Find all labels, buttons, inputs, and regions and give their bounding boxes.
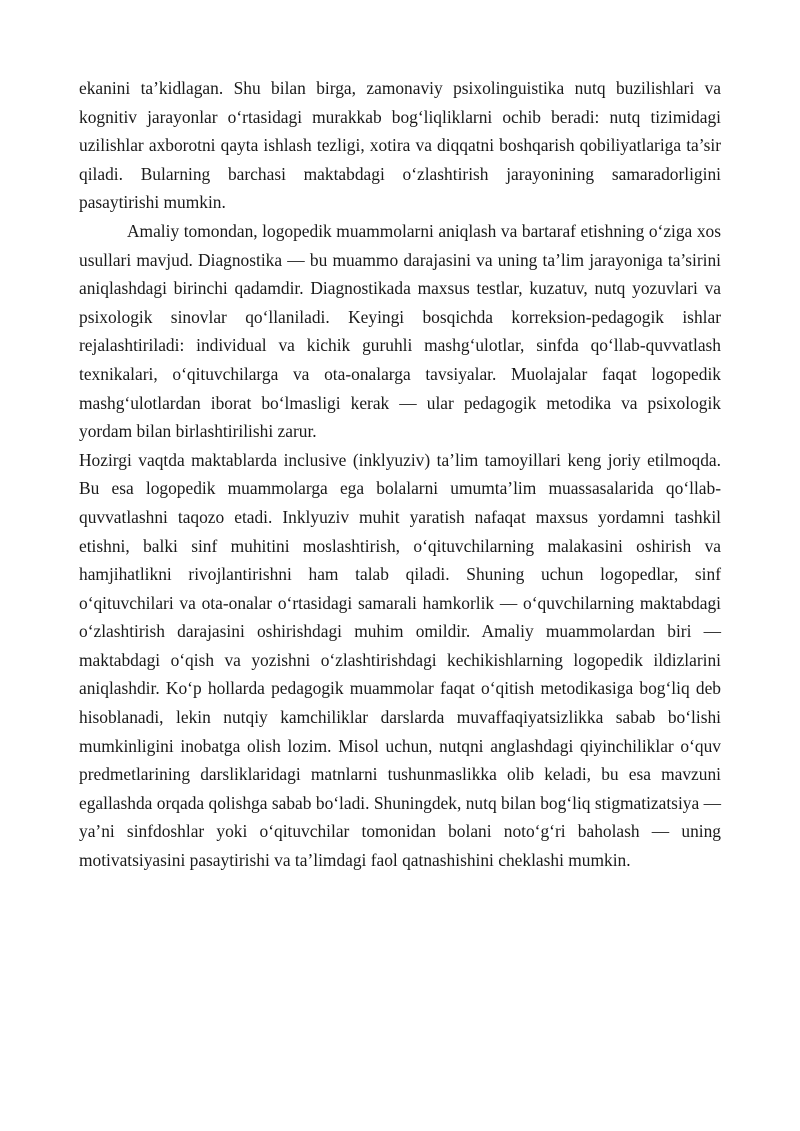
paragraph-2: Amaliy tomondan, logopedik muammolarni aniqlash va bartaraf etishning o‘ziga xos usullari mavjud. Diagnostika — bu muammo darajasini va uning ta’lim jarayoniga ta’sirini aniqlashdagi birinchi qadamdir. Diagnostikada maxsus testlar, kuzatuv, nutq yozuvlari va psixologik sinovlar qo‘llaniladi. Keyingi bosqichda korreksion-pedagogik ishlar rejalashtiriladi: individual va kichik guruhli mashg‘ulotlar, sinfda qo‘llab-quvvatlash texnikalari, o‘qituvchilarga va ota-onalarga tavsiyalar. Muolajalar faqat logopedik mashg‘ulotlardan iborat bo‘lmasligi kerak — ular pedagogik metodika va psixologik yordam bilan birlashtirilishi zarur.: [79, 220, 721, 442]
paragraph-1: ekanini ta’kidlagan. Shu bilan birga, zamonaviy psixolinguistika nutq buzilishlari va kognitiv jarayonlar o‘rtasidagi murakkab bog‘liqliklarni ochib beradi: nutq tizimidagi uzilishlar axborotni qayta ishlash tezligi, xotira va diqqatni boshqarish qobiliyatlariga ta’sir qiladi. Bularning barchasi maktabdagi o‘zlashtirish jarayonining samaradorligini pasaytirishi mumkin.: [79, 78, 721, 213]
paragraph-3: Hozirgi vaqtda maktablarda inclusive (inklyuziv) ta’lim tamoyillari keng joriy etilmoqda. Bu esa logopedik muammolarga ega bolalarni umumta’lim muassasalarida qo‘llab-quvvatlashni taqozo etadi. Inklyuziv muhit yaratish nafaqat maxsus yordamni tashkil etishni, balki sinf muhitini moslashtirish, o‘qituvchilarning malakasini oshirish va hamjihatlikni rivojlantirishni ham talab qiladi. Shuning uchun logopedlar, sinf o‘qituvchilari va ota-onalar o‘rtasidagi samarali hamkorlik — o‘quvchilarning maktabdagi o‘zlashtirish darajasini oshirishdagi muhim omildir. Amaliy muammolardan biri — maktabdagi o‘qish va yozishni o‘zlashtirishdagi kechikishlarning logopedik ildizlarini aniqlashdir. Ko‘p hollarda pedagogik muammolar faqat o‘qitish metodikasiga bog‘liq deb hisoblanadi, lekin nutqiy kamchiliklar darslarda muvaffaqiyatsizlikka sabab bo‘lishi mumkinligini inobatga olish lozim. Misol uchun, nutqni anglashdagi qiyinchiliklar o‘quv predmetlarining darsliklaridagi matnlarni tushunmaslikka olib keladi, bu esa mavzuni egallashda orqada qolishga sabab bo‘ladi. Shuningdek, nutq bilan bog‘liq stigmatizatsiya — ya’ni sinfdoshlar yoki o‘qituvchilar tomonidan bolani noto‘g‘ri baholash — uning motivatsiyasini pasaytirishi va ta’limdagi faol qatnashishini cheklashi mumkin.: [79, 449, 721, 871]
document-page: [79, 74, 721, 875]
